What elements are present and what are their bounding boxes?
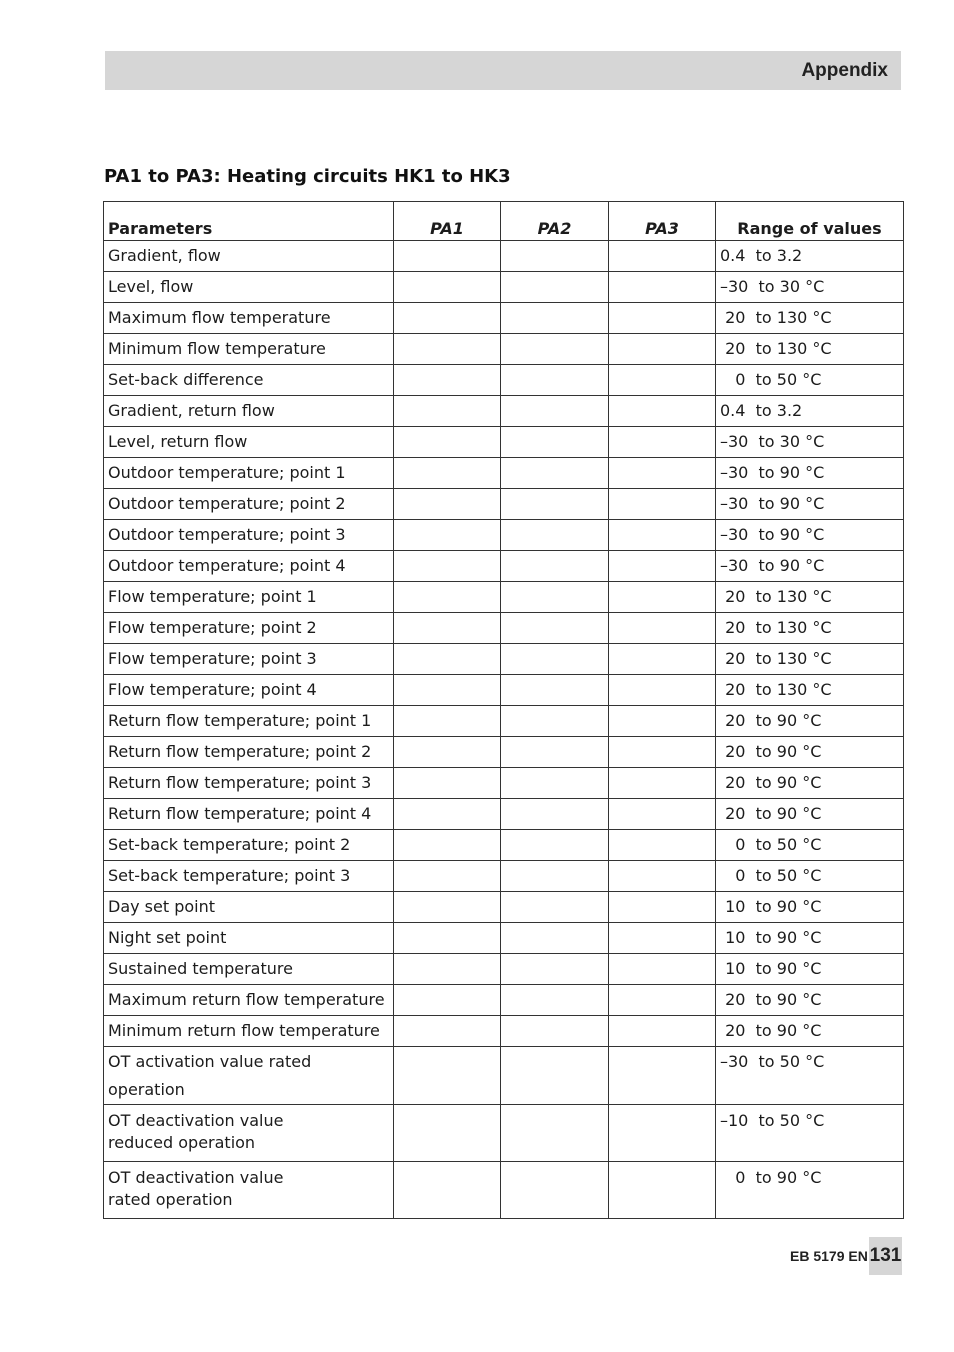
table-row [104, 954, 904, 985]
pa1-value-cell [394, 365, 501, 396]
pa1-value-cell [394, 613, 501, 644]
column-header-pa3: PA3 [609, 202, 716, 241]
parameter-name-cell: Maximum return flow temperature [104, 985, 394, 1016]
parameter-name-cell: Sustained temperature [104, 954, 394, 985]
pa3-value-cell [609, 613, 716, 644]
pa2-value-cell [501, 582, 609, 613]
parameter-name-cell: Flow temperature; point 2 [104, 613, 394, 644]
table-row [104, 830, 904, 861]
pa3-value-cell [609, 520, 716, 551]
pa1-value-cell [394, 427, 501, 458]
pa3-value-cell [609, 675, 716, 706]
pa3-value-cell [609, 706, 716, 737]
pa3-value-cell [609, 334, 716, 365]
range-value-cell: 20 to 90 °C [716, 799, 904, 830]
table-row [104, 520, 904, 551]
range-value-cell: 20 to 90 °C [716, 706, 904, 737]
parameter-name-cell: OT activation value rated operation [104, 1047, 394, 1105]
range-value-cell: –30 to 50 °C [716, 1047, 904, 1105]
range-value-cell: –10 to 50 °C [716, 1105, 904, 1162]
column-header-parameters: Parameters [104, 202, 394, 241]
pa1-value-cell [394, 303, 501, 334]
range-value-cell: –30 to 30 °C [716, 427, 904, 458]
section-title: PA1 to PA3: Heating circuits HK1 to HK3 [104, 166, 511, 187]
range-value-cell: 20 to 90 °C [716, 768, 904, 799]
pa1-value-cell [394, 644, 501, 675]
pa3-value-cell [609, 1162, 716, 1219]
pa2-value-cell [501, 861, 609, 892]
parameter-name-cell: Minimum flow temperature [104, 334, 394, 365]
parameter-name-cell: Return flow temperature; point 2 [104, 737, 394, 768]
table-row [104, 272, 904, 303]
pa1-value-cell [394, 241, 501, 272]
pa3-value-cell [609, 1105, 716, 1162]
parameter-name-cell: Minimum return flow temperature [104, 1016, 394, 1047]
table-row [104, 737, 904, 768]
table-row [104, 1105, 904, 1162]
pa1-value-cell [394, 1105, 501, 1162]
pa3-value-cell [609, 954, 716, 985]
pa2-value-cell [501, 427, 609, 458]
range-value-cell: 0.4 to 3.2 [716, 396, 904, 427]
pa2-value-cell [501, 334, 609, 365]
pa2-value-cell [501, 954, 609, 985]
parameter-name-cell: Return flow temperature; point 4 [104, 799, 394, 830]
pa2-value-cell [501, 396, 609, 427]
range-value-cell: 10 to 90 °C [716, 892, 904, 923]
table-row [104, 1162, 904, 1219]
parameter-name-cell: OT deactivation value rated operation [104, 1162, 394, 1219]
pa1-value-cell [394, 985, 501, 1016]
table-header-row [104, 202, 904, 241]
parameter-name-cell: Day set point [104, 892, 394, 923]
page-number: 131 [869, 1237, 902, 1275]
pa2-value-cell [501, 1047, 609, 1105]
pa3-value-cell [609, 272, 716, 303]
parameter-name-cell: Night set point [104, 923, 394, 954]
pa1-value-cell [394, 768, 501, 799]
pa2-value-cell [501, 241, 609, 272]
parameters-table [103, 201, 904, 1219]
pa2-value-cell [501, 1016, 609, 1047]
parameter-name-cell: Flow temperature; point 3 [104, 644, 394, 675]
pa2-value-cell [501, 613, 609, 644]
range-value-cell: 0 to 50 °C [716, 830, 904, 861]
pa3-value-cell [609, 582, 716, 613]
range-value-cell: –30 to 30 °C [716, 272, 904, 303]
table-row [104, 644, 904, 675]
pa2-value-cell [501, 892, 609, 923]
table-row [104, 892, 904, 923]
pa2-value-cell [501, 520, 609, 551]
table-row [104, 861, 904, 892]
range-value-cell: –30 to 90 °C [716, 489, 904, 520]
range-value-cell: 0.4 to 3.2 [716, 241, 904, 272]
pa2-value-cell [501, 923, 609, 954]
pa3-value-cell [609, 303, 716, 334]
range-value-cell: –30 to 90 °C [716, 520, 904, 551]
column-header-pa2: PA2 [501, 202, 609, 241]
pa3-value-cell [609, 892, 716, 923]
table-row [104, 365, 904, 396]
range-value-cell: 20 to 130 °C [716, 675, 904, 706]
pa1-value-cell [394, 520, 501, 551]
parameter-name-cell: Outdoor temperature; point 1 [104, 458, 394, 489]
pa2-value-cell [501, 365, 609, 396]
parameter-name-cell: Set-back difference [104, 365, 394, 396]
range-value-cell: –30 to 90 °C [716, 551, 904, 582]
parameter-name-cell: Set-back temperature; point 3 [104, 861, 394, 892]
table-row [104, 1016, 904, 1047]
pa1-value-cell [394, 272, 501, 303]
pa3-value-cell [609, 365, 716, 396]
table-row [104, 334, 904, 365]
pa1-value-cell [394, 675, 501, 706]
parameter-name-cell: Gradient, return flow [104, 396, 394, 427]
parameter-name-cell: OT deactivation value reduced operation [104, 1105, 394, 1162]
pa3-value-cell [609, 923, 716, 954]
pa3-value-cell [609, 241, 716, 272]
table-row [104, 923, 904, 954]
range-value-cell: 20 to 130 °C [716, 303, 904, 334]
pa1-value-cell [394, 396, 501, 427]
pa3-value-cell [609, 551, 716, 582]
pa3-value-cell [609, 396, 716, 427]
pa2-value-cell [501, 768, 609, 799]
range-value-cell: 0 to 90 °C [716, 1162, 904, 1219]
pa1-value-cell [394, 923, 501, 954]
range-value-cell: 10 to 90 °C [716, 923, 904, 954]
range-value-cell: –30 to 90 °C [716, 458, 904, 489]
pa2-value-cell [501, 799, 609, 830]
pa1-value-cell [394, 551, 501, 582]
pa3-value-cell [609, 489, 716, 520]
range-value-cell: 20 to 90 °C [716, 985, 904, 1016]
column-header-range: Range of values [716, 202, 904, 241]
table-row [104, 396, 904, 427]
table-row [104, 489, 904, 520]
pa2-value-cell [501, 272, 609, 303]
page-footer [790, 1237, 902, 1275]
pa2-value-cell [501, 737, 609, 768]
pa3-value-cell [609, 1047, 716, 1105]
table-row [104, 706, 904, 737]
pa2-value-cell [501, 489, 609, 520]
pa1-value-cell [394, 582, 501, 613]
pa1-value-cell [394, 489, 501, 520]
range-value-cell: 20 to 130 °C [716, 644, 904, 675]
parameter-name-cell: Level, return flow [104, 427, 394, 458]
table-body [104, 241, 904, 1219]
range-value-cell: 20 to 130 °C [716, 582, 904, 613]
parameter-name-cell: Level, flow [104, 272, 394, 303]
document-code: EB 5179 EN [790, 1248, 868, 1264]
pa1-value-cell [394, 1016, 501, 1047]
table-row [104, 613, 904, 644]
pa2-value-cell [501, 675, 609, 706]
pa3-value-cell [609, 427, 716, 458]
pa1-value-cell [394, 334, 501, 365]
pa3-value-cell [609, 985, 716, 1016]
pa1-value-cell [394, 954, 501, 985]
pa2-value-cell [501, 830, 609, 861]
table-row [104, 582, 904, 613]
header-title: Appendix [801, 60, 888, 81]
pa1-value-cell [394, 892, 501, 923]
pa3-value-cell [609, 644, 716, 675]
table-row [104, 675, 904, 706]
table-row [104, 458, 904, 489]
pa1-value-cell [394, 458, 501, 489]
table-row [104, 551, 904, 582]
pa2-value-cell [501, 458, 609, 489]
pa1-value-cell [394, 1047, 501, 1105]
column-header-pa1: PA1 [394, 202, 501, 241]
pa2-value-cell [501, 1105, 609, 1162]
range-value-cell: 10 to 90 °C [716, 954, 904, 985]
pa2-value-cell [501, 303, 609, 334]
pa1-value-cell [394, 799, 501, 830]
table-row [104, 303, 904, 334]
range-value-cell: 20 to 90 °C [716, 737, 904, 768]
pa3-value-cell [609, 861, 716, 892]
pa3-value-cell [609, 1016, 716, 1047]
range-value-cell: 20 to 130 °C [716, 334, 904, 365]
parameter-name-cell: Outdoor temperature; point 2 [104, 489, 394, 520]
table-row [104, 768, 904, 799]
parameter-name-cell: Return flow temperature; point 1 [104, 706, 394, 737]
table-row [104, 427, 904, 458]
pa3-value-cell [609, 737, 716, 768]
table-row [104, 985, 904, 1016]
parameter-name-cell: Outdoor temperature; point 3 [104, 520, 394, 551]
pa2-value-cell [501, 644, 609, 675]
parameter-name-cell: Flow temperature; point 1 [104, 582, 394, 613]
range-value-cell: 0 to 50 °C [716, 861, 904, 892]
parameter-name-cell: Set-back temperature; point 2 [104, 830, 394, 861]
pa2-value-cell [501, 985, 609, 1016]
parameter-name-cell: Flow temperature; point 4 [104, 675, 394, 706]
pa3-value-cell [609, 799, 716, 830]
pa1-value-cell [394, 830, 501, 861]
pa3-value-cell [609, 830, 716, 861]
parameter-name-cell: Maximum flow temperature [104, 303, 394, 334]
pa2-value-cell [501, 1162, 609, 1219]
pa3-value-cell [609, 768, 716, 799]
range-value-cell: 20 to 90 °C [716, 1016, 904, 1047]
table-row [104, 799, 904, 830]
pa2-value-cell [501, 551, 609, 582]
pa3-value-cell [609, 458, 716, 489]
table-row [104, 241, 904, 272]
pa1-value-cell [394, 737, 501, 768]
range-value-cell: 20 to 130 °C [716, 613, 904, 644]
header-bar [105, 51, 901, 90]
table-row [104, 1047, 904, 1105]
parameter-name-cell: Outdoor temperature; point 4 [104, 551, 394, 582]
parameter-name-cell: Gradient, flow [104, 241, 394, 272]
parameter-name-cell: Return flow temperature; point 3 [104, 768, 394, 799]
range-value-cell: 0 to 50 °C [716, 365, 904, 396]
pa1-value-cell [394, 861, 501, 892]
pa1-value-cell [394, 1162, 501, 1219]
pa2-value-cell [501, 706, 609, 737]
pa1-value-cell [394, 706, 501, 737]
